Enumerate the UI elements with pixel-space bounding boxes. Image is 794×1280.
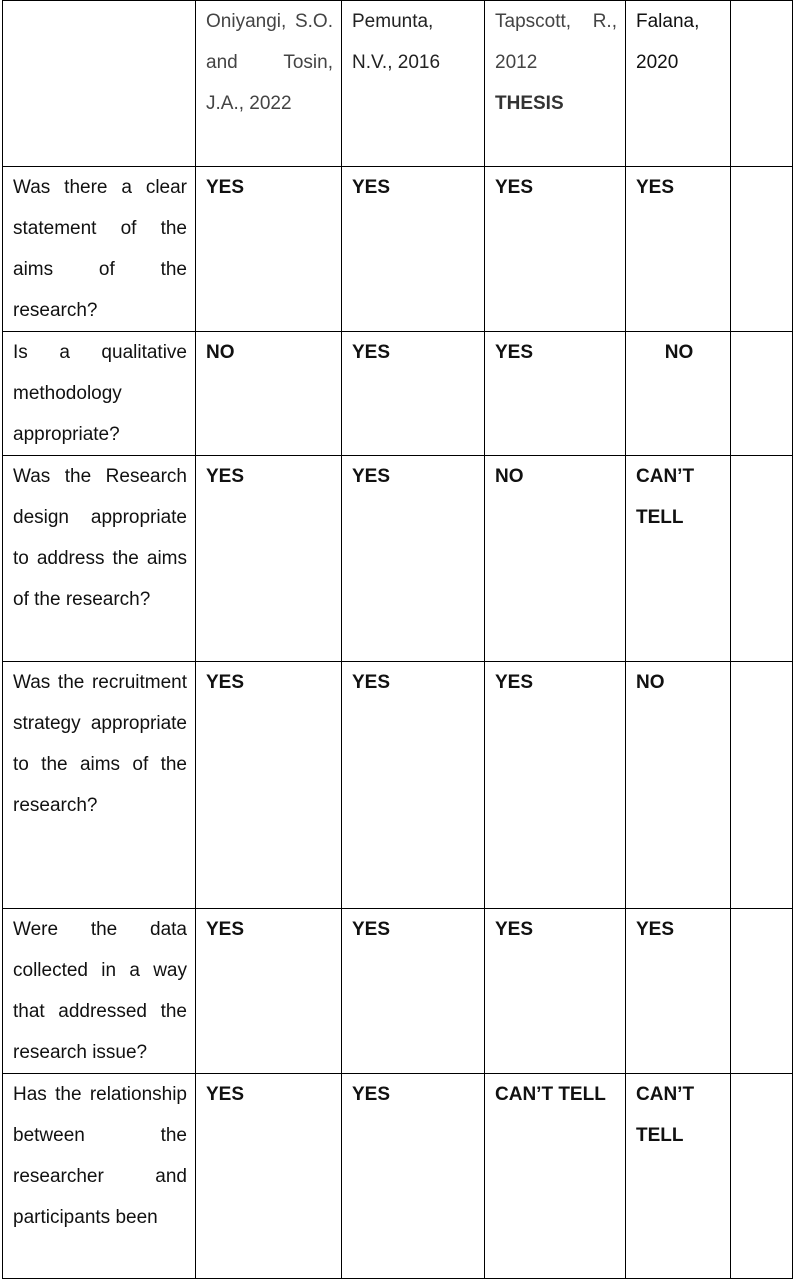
answer-cell xyxy=(342,662,485,909)
answer-cell xyxy=(196,332,342,456)
answer-text: YES xyxy=(636,177,675,198)
answer-text: YES xyxy=(495,919,534,940)
answer-cell xyxy=(342,1074,485,1279)
answer-cell xyxy=(342,332,485,456)
answer-text: YES xyxy=(206,672,245,693)
answer-text: NO xyxy=(495,466,524,487)
question-text: Were the data collected in a way that addressed the research issue? xyxy=(13,919,187,1063)
answer-cell xyxy=(731,909,793,1074)
appraisal-table xyxy=(2,0,793,1279)
answer-cell xyxy=(731,662,793,909)
answer-cell xyxy=(342,456,485,662)
answer-text: YES xyxy=(352,919,391,940)
answer-text: YES xyxy=(352,672,391,693)
answer-text: NO xyxy=(636,672,665,693)
answer-text: YES xyxy=(352,177,391,198)
answer-text: YES xyxy=(206,1084,245,1105)
answer-cell xyxy=(626,332,731,456)
answer-cell xyxy=(342,167,485,332)
answer-text: CAN’T TELL xyxy=(636,466,695,528)
answer-cell xyxy=(626,662,731,909)
header-study-oniyangi xyxy=(196,1,342,167)
answer-cell xyxy=(626,167,731,332)
answer-text: YES xyxy=(352,1084,391,1105)
answer-text: YES xyxy=(495,342,534,363)
answer-cell xyxy=(731,332,793,456)
answer-cell xyxy=(485,662,626,909)
question-cell xyxy=(3,456,196,662)
answer-text: YES xyxy=(352,466,391,487)
answer-text: NO xyxy=(664,342,694,363)
thesis-note: THESIS xyxy=(495,93,564,114)
header-study-falana xyxy=(626,1,731,167)
table-row xyxy=(3,332,793,456)
answer-cell xyxy=(196,456,342,662)
header-study-label: Pemunta, N.V., 2016 xyxy=(352,11,441,73)
answer-text: CAN’T TELL xyxy=(495,1084,606,1105)
question-text: Is a qualitative methodology appropriate? xyxy=(13,342,187,445)
answer-text: YES xyxy=(206,919,245,940)
answer-text: YES xyxy=(636,919,675,940)
answer-cell xyxy=(196,167,342,332)
table-row xyxy=(3,1074,793,1279)
answer-cell xyxy=(196,662,342,909)
header-study-label: Falana, 2020 xyxy=(636,11,700,73)
answer-cell xyxy=(485,456,626,662)
question-text: Was the Research design appropriate to address the aims of the research? xyxy=(13,466,187,610)
question-text: Was the recruitment strategy appropriate to the aims of the research? xyxy=(13,672,187,816)
header-extra-cell xyxy=(731,1,793,167)
header-row xyxy=(3,1,793,167)
answer-cell xyxy=(731,167,793,332)
answer-cell xyxy=(342,909,485,1074)
table-row xyxy=(3,167,793,332)
table-row xyxy=(3,662,793,909)
table-row xyxy=(3,456,793,662)
answer-cell xyxy=(196,1074,342,1279)
answer-cell xyxy=(485,1074,626,1279)
question-cell xyxy=(3,1074,196,1279)
answer-text: YES xyxy=(352,342,391,363)
answer-text: YES xyxy=(495,672,534,693)
table-row xyxy=(3,909,793,1074)
answer-cell xyxy=(731,1074,793,1279)
answer-cell xyxy=(485,332,626,456)
question-cell xyxy=(3,167,196,332)
answer-text: CAN’T TELL xyxy=(636,1084,695,1146)
header-empty-cell xyxy=(3,1,196,167)
question-cell xyxy=(3,662,196,909)
answer-text: YES xyxy=(495,177,534,198)
answer-cell xyxy=(485,909,626,1074)
header-study-label: Oniyangi, S.O. and Tosin, J.A., 2022 xyxy=(206,11,333,114)
header-study-label: Tapscott, R., 2012 xyxy=(495,11,617,73)
answer-cell xyxy=(626,456,731,662)
header-study-tapscott xyxy=(485,1,626,167)
header-study-pemunta xyxy=(342,1,485,167)
question-cell xyxy=(3,909,196,1074)
question-text: Has the relationship between the researcher and participants been xyxy=(13,1084,187,1228)
answer-text: NO xyxy=(206,342,235,363)
answer-text: YES xyxy=(206,177,245,198)
answer-cell xyxy=(731,456,793,662)
answer-cell xyxy=(626,1074,731,1279)
question-cell xyxy=(3,332,196,456)
answer-text: YES xyxy=(206,466,245,487)
answer-cell xyxy=(196,909,342,1074)
answer-cell xyxy=(485,167,626,332)
answer-cell xyxy=(626,909,731,1074)
question-text: Was there a clear statement of the aims of the research? xyxy=(13,177,187,321)
